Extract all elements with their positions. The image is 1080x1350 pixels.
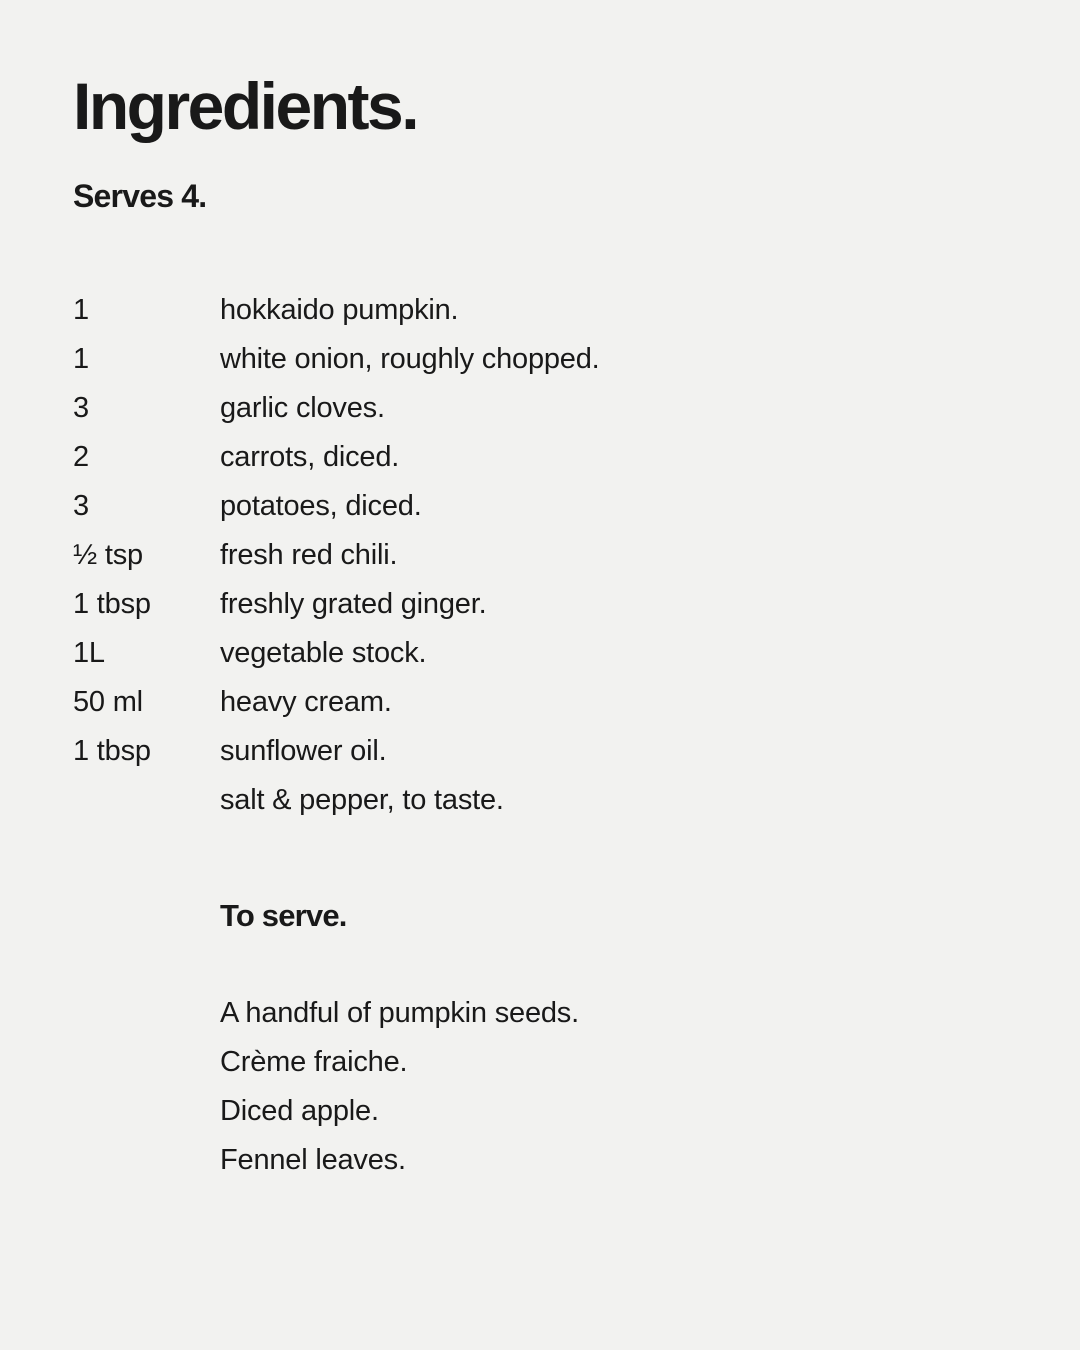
ingredient-name: white onion, roughly chopped. [220, 343, 600, 375]
ingredient-row [73, 678, 1020, 727]
ingredient-row [73, 727, 1020, 776]
ingredient-quantity: 50 ml [73, 686, 143, 718]
to-serve-list [220, 989, 1020, 1185]
ingredient-quantity: 1 [73, 294, 89, 326]
ingredient-name: carrots, diced. [220, 441, 400, 473]
ingredient-quantity: 3 [73, 392, 89, 424]
to-serve-item: Crème fraiche. [220, 1046, 408, 1078]
ingredient-quantity: 1L [73, 637, 105, 669]
ingredient-quantity: ½ tsp [73, 539, 143, 571]
ingredient-name: freshly grated ginger. [220, 588, 487, 620]
to-serve-item: A handful of pumpkin seeds. [220, 997, 579, 1029]
ingredient-name: potatoes, diced. [220, 490, 422, 522]
ingredient-row [73, 629, 1020, 678]
to-serve-item: Diced apple. [220, 1095, 379, 1127]
ingredient-name: sunflower oil. [220, 735, 387, 767]
ingredient-row [73, 531, 1020, 580]
ingredient-row [73, 335, 1020, 384]
ingredient-row [73, 482, 1020, 531]
ingredient-row [73, 433, 1020, 482]
ingredient-row [73, 776, 1020, 825]
ingredient-quantity [73, 776, 220, 825]
page-title: Ingredients. [73, 69, 418, 143]
ingredient-list [73, 286, 1020, 825]
serves-label: Serves 4. [73, 178, 207, 214]
ingredient-name: fresh red chili. [220, 539, 398, 571]
ingredient-quantity: 2 [73, 441, 89, 473]
ingredient-quantity: 1 tbsp [73, 735, 151, 767]
to-serve-heading: To serve. [220, 898, 347, 933]
ingredient-row [73, 384, 1020, 433]
ingredient-quantity: 3 [73, 490, 89, 522]
ingredient-row [73, 286, 1020, 335]
to-serve-section [220, 898, 1020, 1185]
ingredient-name: garlic cloves. [220, 392, 385, 424]
ingredient-quantity: 1 tbsp [73, 588, 151, 620]
ingredient-quantity: 1 [73, 343, 89, 375]
ingredient-name: heavy cream. [220, 686, 392, 718]
ingredient-name: hokkaido pumpkin. [220, 294, 459, 326]
ingredient-row [73, 580, 1020, 629]
to-serve-item: Fennel leaves. [220, 1144, 406, 1176]
ingredient-name: vegetable stock. [220, 637, 427, 669]
ingredient-name: salt & pepper, to taste. [220, 784, 504, 816]
